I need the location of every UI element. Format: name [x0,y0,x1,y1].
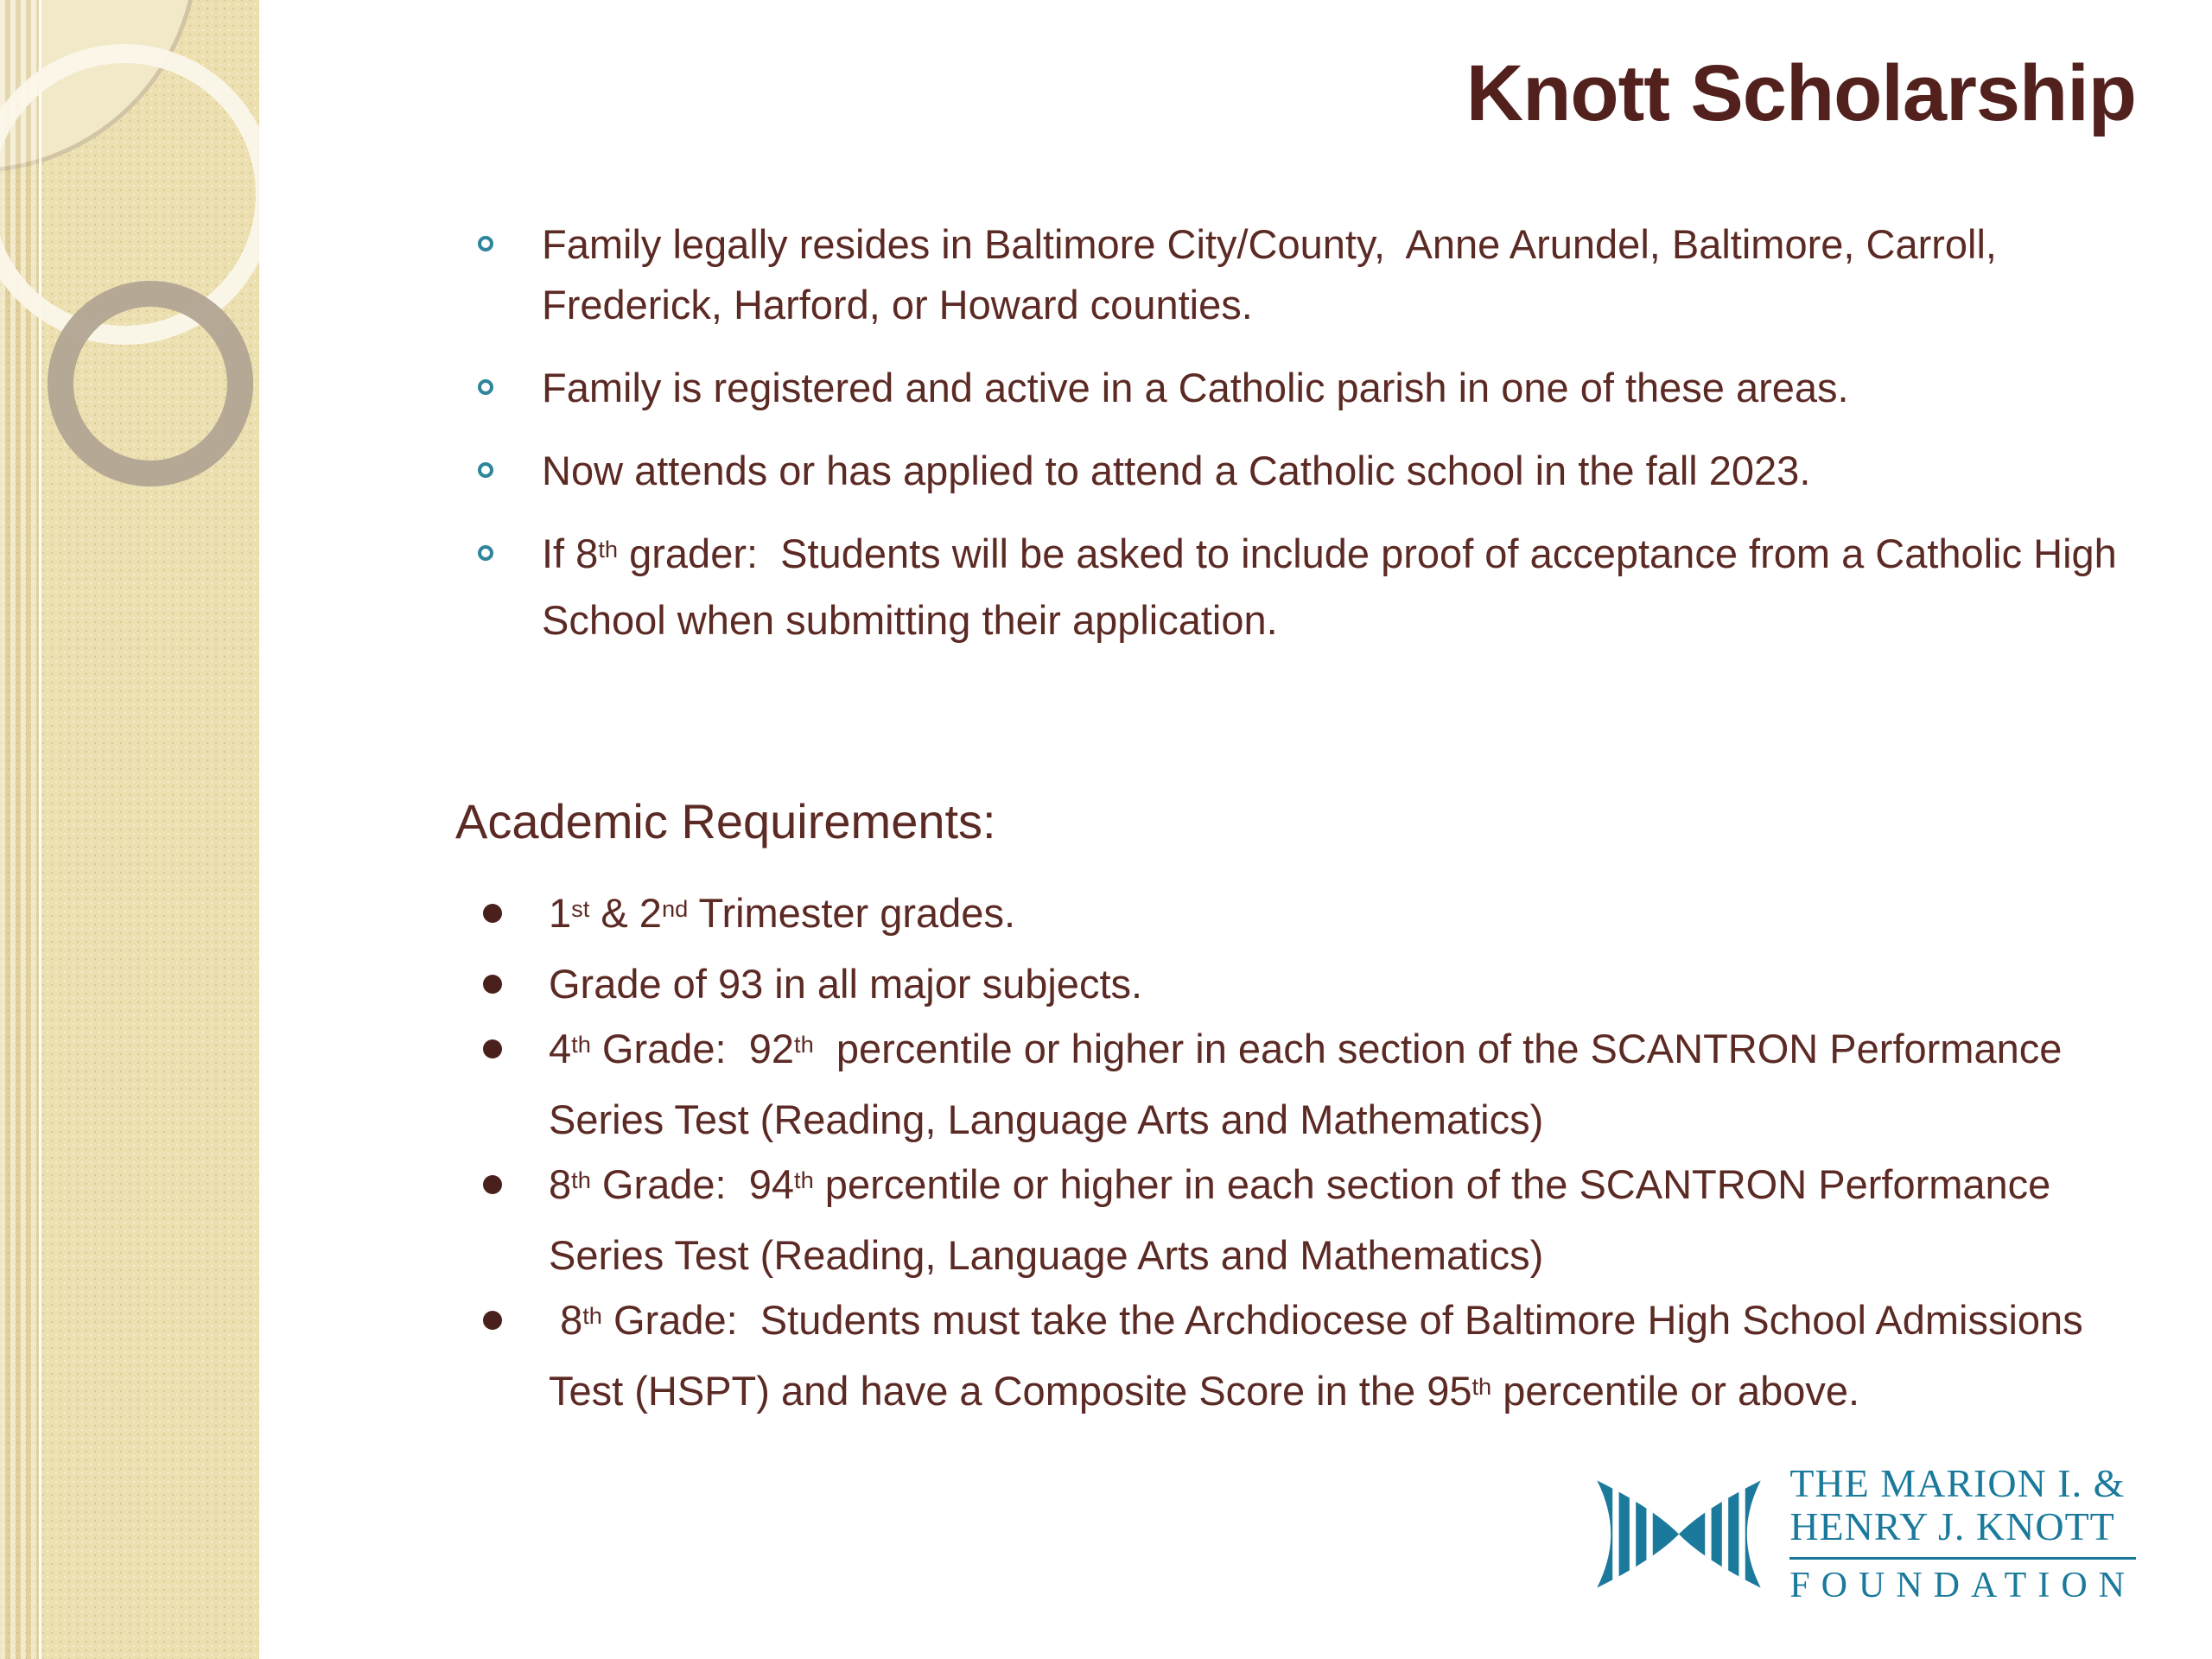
slide-title: Knott Scholarship [1465,49,2136,137]
open-bullet-icon [478,462,493,478]
academic-requirements-list [480,880,2143,1429]
eligibility-item [473,358,2145,418]
decorative-circle-taupe [48,281,253,486]
academic-requirement-item [480,1152,2143,1287]
academic-requirement-item [480,951,2143,1016]
eligibility-item [473,524,2145,651]
logo-line1: THE MARION I. & [1789,1461,2126,1506]
academic-requirement-text: 4th Grade: 92th percentile or higher in each section of the SCANTRON Performance Series Test (Reading, Language Arts and Mathematics) [549,1026,2074,1142]
filled-bullet-icon [483,975,502,994]
filled-bullet-icon [483,1311,502,1330]
academic-requirement-text: Grade of 93 in all major subjects. [549,961,1143,1007]
academic-requirement-item [480,1287,2143,1429]
eligibility-item-text: If 8th grader: Students will be asked to include proof of acceptance from a Catholic High School when submitting their application. [542,531,2128,643]
filled-bullet-icon [483,1175,502,1194]
academic-requirement-text: 8th Grade: Students must take the Archdiocese of Baltimore High School Admissions Test (HSPT) and have a Composite Score in the 95th percentile or above. [549,1297,2094,1414]
open-bullet-icon [478,545,493,561]
academic-requirement-text: 1st & 2nd Trimester grades. [549,890,1015,936]
filled-bullet-icon [483,904,502,923]
eligibility-item-text: Family legally resides in Baltimore City/County, Anne Arundel, Baltimore, Carroll, Frederick, Harford, or Howard counties. [542,221,2009,327]
academic-requirement-item [480,1016,2143,1152]
eligibility-item-text: Family is registered and active in a Catholic parish in one of these areas. [542,365,1849,410]
academic-requirement-item [480,880,2143,951]
open-bullet-icon [478,379,493,395]
logo-line2: HENRY J. KNOTT [1789,1503,2115,1548]
eligibility-item [473,441,2145,501]
sidebar-decoration [0,0,259,1659]
eligibility-item [473,214,2145,335]
eligibility-item-text: Now attends or has applied to attend a Catholic school in the fall 2023. [542,448,1811,493]
logo-text [1789,1462,2136,1605]
filled-bullet-icon [483,1039,502,1058]
open-bullet-icon [478,236,493,251]
butterfly-logo-icon [1594,1477,1764,1592]
knott-foundation-logo [1594,1462,2136,1605]
academic-requirements-heading: Academic Requirements: [455,794,996,849]
academic-requirement-text: 8th Grade: 94th percentile or higher in each section of the SCANTRON Performance Series Test (Reading, Language Arts and Mathematics) [549,1161,2063,1278]
logo-line3: FOUNDATION [1789,1557,2136,1605]
eligibility-list [473,214,2145,673]
